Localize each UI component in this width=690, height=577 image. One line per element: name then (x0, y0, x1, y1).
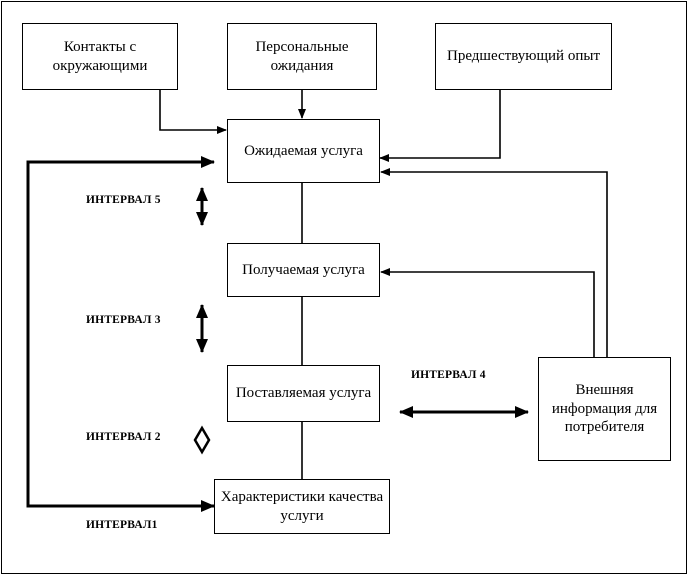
gap-label-4: ИНТЕРВАЛ 4 (411, 369, 486, 381)
gap-label-3: ИНТЕРВАЛ 3 (86, 314, 161, 326)
node-delivered-service (227, 365, 380, 422)
node-external-information-label: Внешняя информация для потребителя (551, 381, 658, 436)
node-quality-characteristics (214, 479, 390, 534)
node-delivered-service-label: Поставляемая услуга (235, 385, 372, 402)
node-external-information (538, 357, 671, 461)
gap-label-2: ИНТЕРВАЛ 2 (86, 431, 161, 443)
node-quality-characteristics-label: Характеристики качества услуги (220, 488, 384, 524)
gap-label-5: ИНТЕРВАЛ 5 (86, 194, 161, 206)
node-received-service (227, 243, 380, 297)
node-received-service-label: Получаемая услуга (242, 261, 365, 278)
node-personal-expectations (227, 23, 377, 90)
node-prior-experience (435, 23, 612, 90)
node-prior-experience-label: Предшествующий опыт (446, 48, 600, 65)
node-contacts (22, 23, 178, 90)
node-expected-service (227, 119, 380, 183)
gap-label-1: ИНТЕРВАЛ1 (86, 519, 158, 531)
node-contacts-label: Контакты с окружающими (52, 38, 148, 74)
node-personal-expectations-label: Персональные ожидания (255, 38, 349, 74)
node-expected-service-label: Ожидаемая услуга (244, 142, 363, 159)
